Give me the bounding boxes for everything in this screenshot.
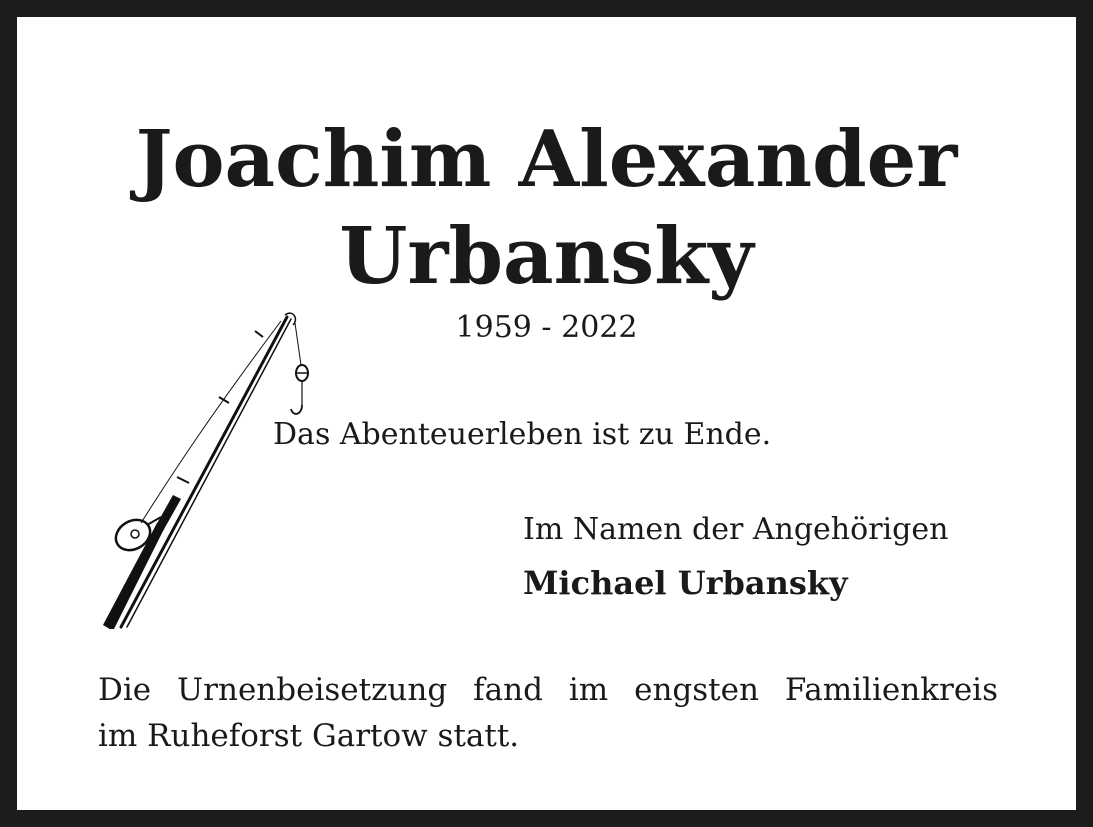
life-years: 1959 - 2022 bbox=[455, 310, 638, 345]
burial-notice bbox=[98, 667, 998, 759]
signature-intro: Im Namen der Angehörigen bbox=[523, 512, 949, 547]
motto-text: Das Abenteuerleben ist zu Ende. bbox=[273, 417, 772, 452]
fishing-rod-icon bbox=[95, 309, 315, 629]
burial-notice-line1: Die Urnenbeisetzung fand im engsten Familienkreis bbox=[98, 672, 998, 708]
burial-notice-line2: im Ruheforst Gartow statt. bbox=[98, 718, 520, 754]
deceased-name-line2: Urbansky bbox=[339, 211, 754, 302]
signature-name: Michael Urbansky bbox=[523, 564, 848, 602]
deceased-name-line1: Joachim Alexander bbox=[135, 114, 958, 205]
obituary-card bbox=[17, 17, 1076, 810]
